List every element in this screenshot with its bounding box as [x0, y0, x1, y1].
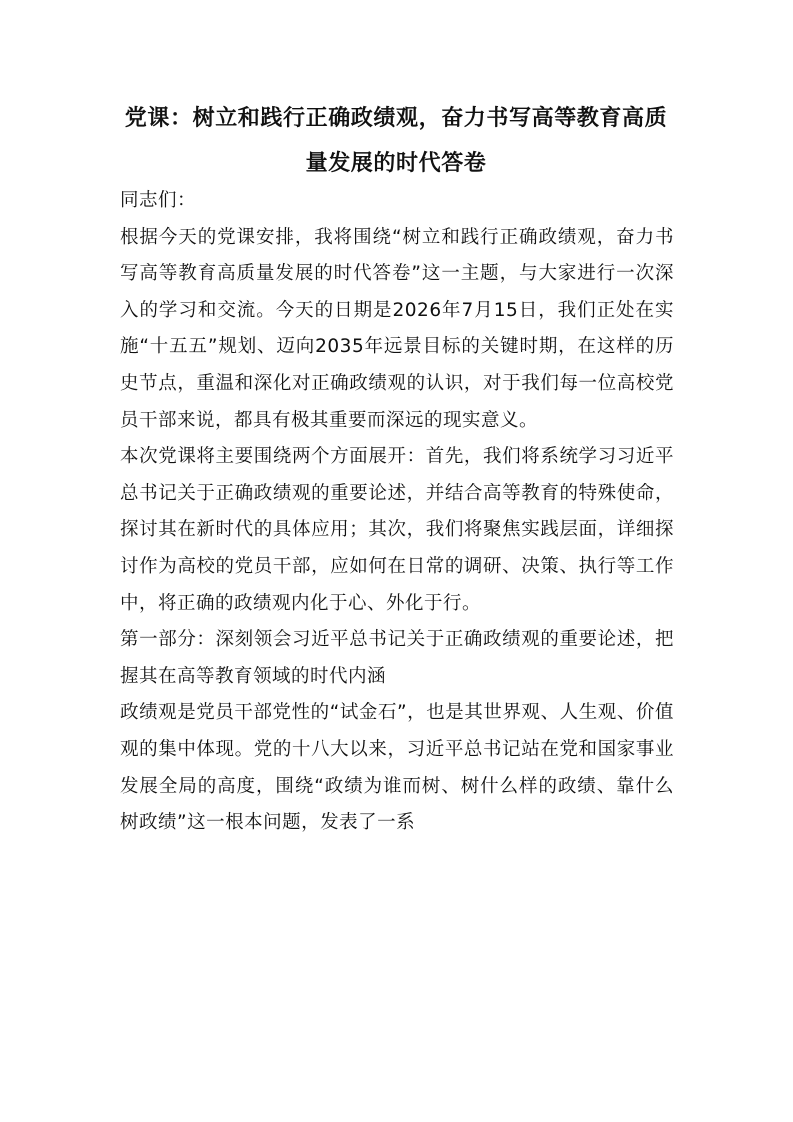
- paragraph-body: 政绩观是党员干部党性的“试金石”，也是其世界观、人生观、价值观的集中体现。党的十八大以来，习近平总书记站在党和国家事业发展全局的高度，围绕“政绩为谁而树、树什么样的政绩、靠什么树政绩”这一根本问题，发表了一系: [120, 702, 674, 834]
- greeting: 同志们：: [120, 190, 197, 211]
- section-heading-part-one: 第一部分：深刻领会习近平总书记关于正确政绩观的重要论述，把握其在高等教育领域的时代内涵: [120, 629, 674, 687]
- paragraph-outline: 本次党课将主要围绕两个方面展开：首先，我们将系统学习习近平总书记关于正确政绩观的重要论述，并结合高等教育的特殊使命，探讨其在新时代的具体应用；其次，我们将聚焦实践层面，详细探讨作为高校的党员干部，应如何在日常的调研、决策、执行等工作中，将正确的政绩观内化于心、外化于行。: [120, 446, 674, 614]
- document-title: 党课：树立和践行正确政绩观，奋力书写高等教育高质量发展的时代答卷: [124, 106, 668, 176]
- document-body: [120, 183, 674, 842]
- paragraph-intro: 根据今天的党课安排，我将围绕“树立和践行正确政绩观，奋力书写高等教育高质量发展的时代答卷”这一主题，与大家进行一次深入的学习和交流。今天的日期是2026年7月15日，我们正处在实施“十五五”规划、迈向2035年远景目标的关键时期，在这样的历史节点，重温和深化对正确政绩观的认识，对于我们每一位高校党员干部来说，都具有极其重要而深远的现实意义。: [120, 226, 674, 431]
